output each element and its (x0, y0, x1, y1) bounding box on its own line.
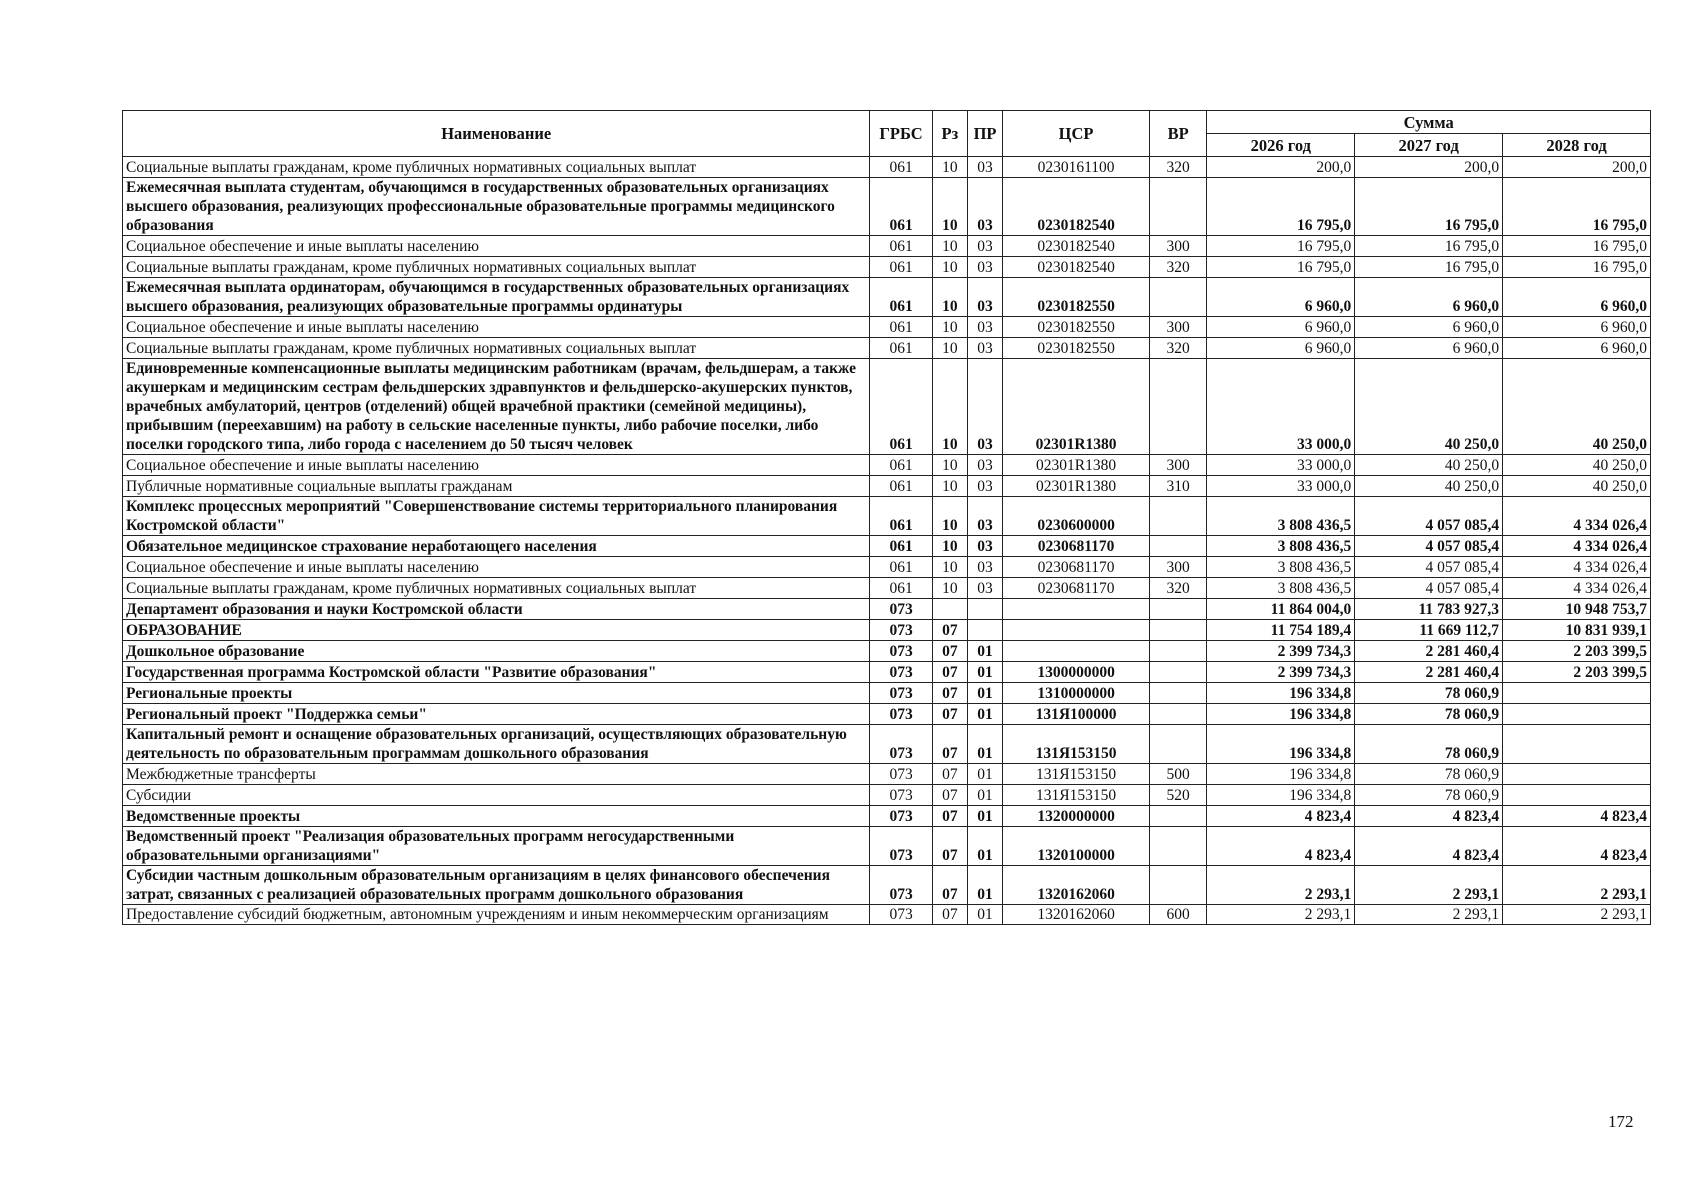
cell-rz: 10 (932, 455, 967, 476)
cell-pr: 03 (967, 359, 1002, 455)
cell-name: Социальные выплаты гражданам, кроме публичных нормативных социальных выплат (123, 338, 870, 359)
budget-table (122, 110, 1651, 925)
cell-vr: 310 (1150, 476, 1207, 497)
cell-vr (1150, 704, 1207, 725)
cell-csr: 1320162060 (1003, 866, 1150, 905)
cell-csr: 02301R1380 (1003, 359, 1150, 455)
cell-rz: 07 (932, 641, 967, 662)
cell-vr (1150, 641, 1207, 662)
table-row (123, 578, 1651, 599)
cell-sum-2027: 2 293,1 (1355, 866, 1503, 905)
cell-sum-2028 (1503, 725, 1651, 764)
cell-pr: 03 (967, 557, 1002, 578)
cell-rz: 07 (932, 905, 967, 925)
cell-vr: 300 (1150, 236, 1207, 257)
cell-rz: 10 (932, 317, 967, 338)
cell-csr: 131Я100000 (1003, 704, 1150, 725)
cell-rz: 10 (932, 257, 967, 278)
cell-name: Департамент образования и науки Костромской области (123, 599, 870, 620)
cell-vr (1150, 662, 1207, 683)
cell-csr: 1320162060 (1003, 905, 1150, 925)
table-row (123, 236, 1651, 257)
cell-rz: 07 (932, 785, 967, 806)
cell-sum-2027: 40 250,0 (1355, 455, 1503, 476)
cell-pr: 03 (967, 338, 1002, 359)
cell-grbs: 061 (870, 178, 932, 236)
table-row (123, 278, 1651, 317)
cell-csr: 0230681170 (1003, 557, 1150, 578)
table-header (123, 111, 1651, 157)
cell-sum-2028: 200,0 (1503, 157, 1651, 178)
cell-sum-2028: 4 823,4 (1503, 827, 1651, 866)
cell-sum-2027: 16 795,0 (1355, 178, 1503, 236)
cell-sum-2026: 4 823,4 (1207, 806, 1355, 827)
cell-sum-2028: 6 960,0 (1503, 338, 1651, 359)
cell-grbs: 073 (870, 866, 932, 905)
header-year-2026: 2026 год (1207, 134, 1355, 157)
cell-vr: 600 (1150, 905, 1207, 925)
cell-sum-2028: 4 334 026,4 (1503, 497, 1651, 536)
cell-name: Субсидии (123, 785, 870, 806)
cell-sum-2028: 16 795,0 (1503, 236, 1651, 257)
cell-pr: 01 (967, 905, 1002, 925)
cell-name: Социальные выплаты гражданам, кроме публичных нормативных социальных выплат (123, 157, 870, 178)
cell-sum-2026: 196 334,8 (1207, 704, 1355, 725)
table-row (123, 827, 1651, 866)
cell-name: Публичные нормативные социальные выплаты гражданам (123, 476, 870, 497)
cell-name: Предоставление субсидий бюджетным, автономным учреждениям и иным некоммерческим организациям (123, 905, 870, 925)
table-row (123, 866, 1651, 905)
cell-pr: 03 (967, 157, 1002, 178)
cell-vr: 320 (1150, 157, 1207, 178)
cell-rz: 07 (932, 683, 967, 704)
cell-pr: 03 (967, 178, 1002, 236)
cell-sum-2026: 16 795,0 (1207, 236, 1355, 257)
cell-name: Капитальный ремонт и оснащение образовательных организаций, осуществляющих образовательную деятельность по образовательным программам дошкольного образования (123, 725, 870, 764)
cell-sum-2028: 16 795,0 (1503, 178, 1651, 236)
cell-pr: 03 (967, 257, 1002, 278)
cell-sum-2027: 6 960,0 (1355, 278, 1503, 317)
cell-sum-2027: 6 960,0 (1355, 317, 1503, 338)
cell-rz: 10 (932, 278, 967, 317)
cell-grbs: 061 (870, 359, 932, 455)
cell-pr: 01 (967, 683, 1002, 704)
cell-sum-2028: 40 250,0 (1503, 476, 1651, 497)
cell-csr: 1310000000 (1003, 683, 1150, 704)
table-row (123, 455, 1651, 476)
cell-sum-2027: 11 669 112,7 (1355, 620, 1503, 641)
cell-pr: 03 (967, 578, 1002, 599)
cell-csr: 131Я153150 (1003, 764, 1150, 785)
cell-name: Ежемесячная выплата студентам, обучающимся в государственных образовательных организациях высшего образования, реализующих профессиональные образовательные программы медицинского образования (123, 178, 870, 236)
table-row (123, 704, 1651, 725)
cell-sum-2027: 2 293,1 (1355, 905, 1503, 925)
cell-grbs: 073 (870, 704, 932, 725)
cell-pr: 01 (967, 662, 1002, 683)
cell-sum-2026: 6 960,0 (1207, 317, 1355, 338)
cell-grbs: 061 (870, 455, 932, 476)
cell-grbs: 073 (870, 725, 932, 764)
cell-sum-2026: 2 399 734,3 (1207, 662, 1355, 683)
cell-name: Государственная программа Костромской области "Развитие образования" (123, 662, 870, 683)
cell-pr: 01 (967, 827, 1002, 866)
table-row (123, 257, 1651, 278)
cell-sum-2026: 11 864 004,0 (1207, 599, 1355, 620)
cell-name: Социальное обеспечение и иные выплаты населению (123, 236, 870, 257)
table-row (123, 359, 1651, 455)
cell-rz: 10 (932, 178, 967, 236)
cell-grbs: 073 (870, 599, 932, 620)
cell-rz: 07 (932, 704, 967, 725)
cell-grbs: 061 (870, 236, 932, 257)
cell-sum-2026: 3 808 436,5 (1207, 536, 1355, 557)
cell-pr: 03 (967, 497, 1002, 536)
cell-sum-2026: 6 960,0 (1207, 278, 1355, 317)
header-year-2027: 2027 год (1355, 134, 1503, 157)
cell-csr: 0230161100 (1003, 157, 1150, 178)
cell-name: Ведомственный проект "Реализация образовательных программ негосударственными образовательными организациями" (123, 827, 870, 866)
cell-pr: 01 (967, 641, 1002, 662)
cell-name: Социальное обеспечение и иные выплаты населению (123, 455, 870, 476)
cell-sum-2027: 78 060,9 (1355, 764, 1503, 785)
cell-pr: 03 (967, 455, 1002, 476)
cell-sum-2027: 2 281 460,4 (1355, 641, 1503, 662)
cell-name: Дошкольное образование (123, 641, 870, 662)
cell-rz: 07 (932, 620, 967, 641)
cell-rz: 07 (932, 725, 967, 764)
cell-csr: 1320000000 (1003, 806, 1150, 827)
cell-csr: 0230182540 (1003, 236, 1150, 257)
cell-csr: 131Я153150 (1003, 785, 1150, 806)
cell-csr: 0230681170 (1003, 536, 1150, 557)
cell-sum-2028: 40 250,0 (1503, 359, 1651, 455)
cell-sum-2026: 3 808 436,5 (1207, 578, 1355, 599)
table-row (123, 620, 1651, 641)
cell-pr: 03 (967, 536, 1002, 557)
table-row (123, 178, 1651, 236)
cell-rz: 10 (932, 497, 967, 536)
cell-vr: 520 (1150, 785, 1207, 806)
cell-sum-2028: 10 831 939,1 (1503, 620, 1651, 641)
cell-grbs: 061 (870, 476, 932, 497)
cell-vr (1150, 725, 1207, 764)
cell-vr (1150, 683, 1207, 704)
cell-rz: 10 (932, 557, 967, 578)
cell-sum-2028: 2 293,1 (1503, 905, 1651, 925)
cell-sum-2026: 2 399 734,3 (1207, 641, 1355, 662)
cell-name: Комплекс процессных мероприятий "Совершенствование системы территориального планирования Костромской области" (123, 497, 870, 536)
cell-vr: 300 (1150, 317, 1207, 338)
table-row (123, 785, 1651, 806)
cell-sum-2028: 6 960,0 (1503, 317, 1651, 338)
cell-vr (1150, 806, 1207, 827)
cell-grbs: 073 (870, 641, 932, 662)
cell-rz: 07 (932, 764, 967, 785)
cell-csr (1003, 620, 1150, 641)
table-row (123, 557, 1651, 578)
header-csr: ЦСР (1003, 111, 1150, 157)
cell-csr (1003, 641, 1150, 662)
cell-pr: 01 (967, 785, 1002, 806)
cell-sum-2026: 196 334,8 (1207, 785, 1355, 806)
cell-grbs: 061 (870, 257, 932, 278)
cell-csr (1003, 599, 1150, 620)
cell-csr: 0230182550 (1003, 338, 1150, 359)
cell-csr: 131Я153150 (1003, 725, 1150, 764)
cell-vr (1150, 599, 1207, 620)
cell-grbs: 061 (870, 317, 932, 338)
cell-vr: 300 (1150, 557, 1207, 578)
table-row (123, 641, 1651, 662)
cell-pr (967, 599, 1002, 620)
cell-grbs: 073 (870, 905, 932, 925)
cell-sum-2026: 4 823,4 (1207, 827, 1355, 866)
cell-grbs: 073 (870, 806, 932, 827)
cell-sum-2027: 6 960,0 (1355, 338, 1503, 359)
cell-vr (1150, 827, 1207, 866)
cell-rz (932, 599, 967, 620)
cell-sum-2026: 33 000,0 (1207, 359, 1355, 455)
cell-sum-2026: 16 795,0 (1207, 178, 1355, 236)
cell-rz: 10 (932, 157, 967, 178)
cell-sum-2028: 16 795,0 (1503, 257, 1651, 278)
cell-sum-2026: 33 000,0 (1207, 476, 1355, 497)
cell-grbs: 061 (870, 578, 932, 599)
cell-sum-2028: 2 293,1 (1503, 866, 1651, 905)
cell-sum-2027: 11 783 927,3 (1355, 599, 1503, 620)
header-rz: Рз (932, 111, 967, 157)
cell-name: Ведомственные проекты (123, 806, 870, 827)
cell-vr: 320 (1150, 578, 1207, 599)
cell-grbs: 073 (870, 662, 932, 683)
table-row (123, 905, 1651, 925)
table-row (123, 497, 1651, 536)
table-row (123, 476, 1651, 497)
cell-csr: 1320100000 (1003, 827, 1150, 866)
table-row (123, 662, 1651, 683)
cell-pr: 01 (967, 764, 1002, 785)
cell-rz: 10 (932, 338, 967, 359)
cell-grbs: 061 (870, 278, 932, 317)
table-row (123, 599, 1651, 620)
cell-name: Единовременные компенсационные выплаты медицинским работникам (врачам, фельдшерам, а также акушеркам и медицинским сестрам фельдшерских здравпунктов и фельдшерско-акушерских пунктов, врачебных амбулаторий, центров (отделений) общей врачебной практики (семейной медицины), прибывшим (переехавшим) на работу в сельские населенные пункты, либо рабочие поселки, либо поселки городского типа, либо города с населением до 50 тысяч человек (123, 359, 870, 455)
cell-sum-2026: 11 754 189,4 (1207, 620, 1355, 641)
cell-name: Межбюджетные трансферты (123, 764, 870, 785)
table-row (123, 683, 1651, 704)
cell-sum-2026: 196 334,8 (1207, 764, 1355, 785)
cell-sum-2028: 2 203 399,5 (1503, 662, 1651, 683)
cell-rz: 07 (932, 662, 967, 683)
cell-sum-2028: 4 334 026,4 (1503, 536, 1651, 557)
cell-vr: 320 (1150, 257, 1207, 278)
table-row (123, 338, 1651, 359)
cell-sum-2028: 10 948 753,7 (1503, 599, 1651, 620)
cell-sum-2028: 4 823,4 (1503, 806, 1651, 827)
cell-sum-2027: 16 795,0 (1355, 236, 1503, 257)
cell-rz: 10 (932, 236, 967, 257)
cell-sum-2028 (1503, 683, 1651, 704)
cell-csr: 1300000000 (1003, 662, 1150, 683)
cell-csr: 0230182540 (1003, 178, 1150, 236)
header-name: Наименование (123, 111, 870, 157)
cell-sum-2027: 40 250,0 (1355, 359, 1503, 455)
cell-name: Социальные выплаты гражданам, кроме публичных нормативных социальных выплат (123, 257, 870, 278)
cell-name: Региональный проект "Поддержка семьи" (123, 704, 870, 725)
cell-vr (1150, 497, 1207, 536)
cell-sum-2026: 16 795,0 (1207, 257, 1355, 278)
cell-sum-2026: 6 960,0 (1207, 338, 1355, 359)
table-body (123, 157, 1651, 925)
cell-sum-2026: 200,0 (1207, 157, 1355, 178)
cell-sum-2028: 4 334 026,4 (1503, 557, 1651, 578)
cell-sum-2028: 40 250,0 (1503, 455, 1651, 476)
cell-grbs: 073 (870, 620, 932, 641)
cell-sum-2027: 16 795,0 (1355, 257, 1503, 278)
cell-grbs: 073 (870, 764, 932, 785)
cell-csr: 0230182550 (1003, 278, 1150, 317)
cell-csr: 0230182550 (1003, 317, 1150, 338)
cell-grbs: 073 (870, 683, 932, 704)
cell-sum-2027: 4 057 085,4 (1355, 536, 1503, 557)
cell-pr: 01 (967, 866, 1002, 905)
cell-sum-2028 (1503, 704, 1651, 725)
cell-sum-2027: 40 250,0 (1355, 476, 1503, 497)
table-row (123, 764, 1651, 785)
cell-sum-2026: 196 334,8 (1207, 725, 1355, 764)
cell-name: ОБРАЗОВАНИЕ (123, 620, 870, 641)
cell-pr: 03 (967, 278, 1002, 317)
cell-name: Обязательное медицинское страхование неработающего населения (123, 536, 870, 557)
cell-name: Субсидии частным дошкольным образовательным организациям в целях финансового обеспечения затрат, связанных с реализацией образовательных программ дошкольного образования (123, 866, 870, 905)
table-row (123, 317, 1651, 338)
table-row (123, 806, 1651, 827)
cell-sum-2027: 4 823,4 (1355, 806, 1503, 827)
header-year-2028: 2028 год (1503, 134, 1651, 157)
header-sum: Сумма (1207, 111, 1651, 134)
cell-name: Социальные выплаты гражданам, кроме публичных нормативных социальных выплат (123, 578, 870, 599)
cell-rz: 10 (932, 578, 967, 599)
cell-sum-2027: 4 823,4 (1355, 827, 1503, 866)
cell-rz: 10 (932, 359, 967, 455)
cell-rz: 07 (932, 827, 967, 866)
cell-csr: 02301R1380 (1003, 476, 1150, 497)
cell-pr: 01 (967, 725, 1002, 764)
table-row (123, 536, 1651, 557)
cell-vr (1150, 536, 1207, 557)
cell-sum-2028: 4 334 026,4 (1503, 578, 1651, 599)
cell-sum-2027: 2 281 460,4 (1355, 662, 1503, 683)
cell-csr: 0230600000 (1003, 497, 1150, 536)
header-grbs: ГРБС (870, 111, 932, 157)
cell-rz: 10 (932, 476, 967, 497)
cell-sum-2026: 3 808 436,5 (1207, 497, 1355, 536)
cell-vr (1150, 278, 1207, 317)
cell-sum-2026: 196 334,8 (1207, 683, 1355, 704)
cell-rz: 10 (932, 536, 967, 557)
cell-grbs: 073 (870, 785, 932, 806)
cell-pr: 03 (967, 236, 1002, 257)
cell-name: Ежемесячная выплата ординаторам, обучающимся в государственных образовательных организациях высшего образования, реализующих образовательные программы ординатуры (123, 278, 870, 317)
cell-sum-2028: 2 203 399,5 (1503, 641, 1651, 662)
cell-pr: 01 (967, 806, 1002, 827)
cell-vr: 500 (1150, 764, 1207, 785)
cell-sum-2027: 78 060,9 (1355, 683, 1503, 704)
cell-grbs: 073 (870, 827, 932, 866)
cell-grbs: 061 (870, 338, 932, 359)
cell-sum-2027: 4 057 085,4 (1355, 578, 1503, 599)
cell-sum-2028 (1503, 764, 1651, 785)
cell-vr (1150, 359, 1207, 455)
cell-pr: 03 (967, 317, 1002, 338)
cell-vr (1150, 620, 1207, 641)
cell-vr (1150, 866, 1207, 905)
cell-name: Региональные проекты (123, 683, 870, 704)
cell-grbs: 061 (870, 557, 932, 578)
cell-grbs: 061 (870, 157, 932, 178)
cell-sum-2028 (1503, 785, 1651, 806)
cell-pr: 01 (967, 704, 1002, 725)
table-row (123, 725, 1651, 764)
cell-sum-2026: 3 808 436,5 (1207, 557, 1355, 578)
cell-pr (967, 620, 1002, 641)
cell-rz: 07 (932, 806, 967, 827)
cell-sum-2026: 2 293,1 (1207, 866, 1355, 905)
cell-sum-2027: 200,0 (1355, 157, 1503, 178)
cell-sum-2026: 33 000,0 (1207, 455, 1355, 476)
cell-sum-2026: 2 293,1 (1207, 905, 1355, 925)
cell-pr: 03 (967, 476, 1002, 497)
header-pr: ПР (967, 111, 1002, 157)
page-number: 172 (1608, 1112, 1634, 1131)
cell-grbs: 061 (870, 497, 932, 536)
cell-sum-2028: 6 960,0 (1503, 278, 1651, 317)
cell-name: Социальное обеспечение и иные выплаты населению (123, 557, 870, 578)
cell-csr: 02301R1380 (1003, 455, 1150, 476)
cell-rz: 07 (932, 866, 967, 905)
cell-sum-2027: 78 060,9 (1355, 725, 1503, 764)
cell-grbs: 061 (870, 536, 932, 557)
cell-csr: 0230681170 (1003, 578, 1150, 599)
cell-sum-2027: 78 060,9 (1355, 785, 1503, 806)
cell-sum-2027: 4 057 085,4 (1355, 557, 1503, 578)
cell-name: Социальное обеспечение и иные выплаты населению (123, 317, 870, 338)
cell-vr: 320 (1150, 338, 1207, 359)
cell-sum-2027: 78 060,9 (1355, 704, 1503, 725)
header-vr: ВР (1150, 111, 1207, 157)
cell-vr (1150, 178, 1207, 236)
table-row (123, 157, 1651, 178)
cell-vr: 300 (1150, 455, 1207, 476)
cell-sum-2027: 4 057 085,4 (1355, 497, 1503, 536)
cell-csr: 0230182540 (1003, 257, 1150, 278)
